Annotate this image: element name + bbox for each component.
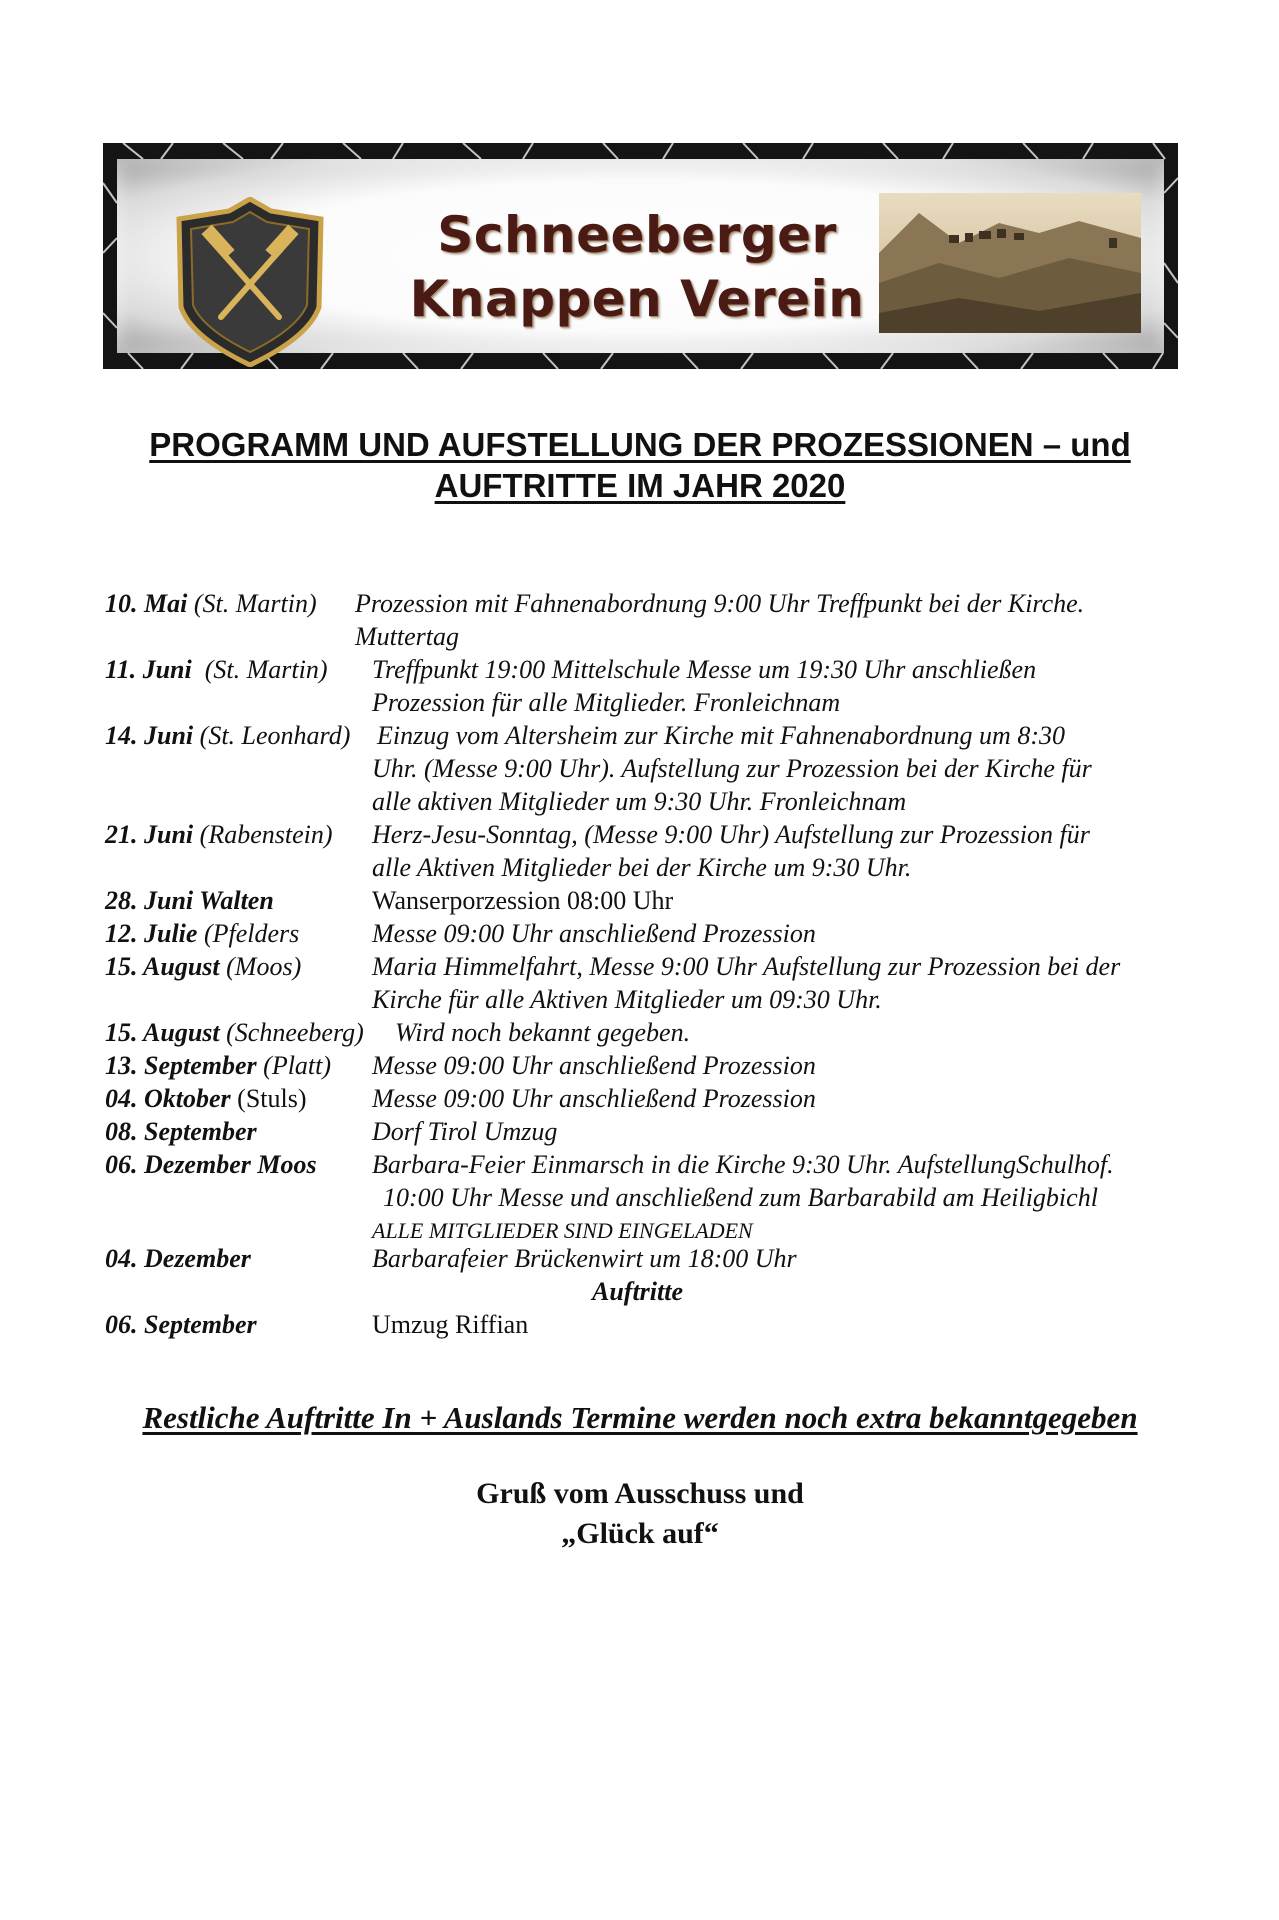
entry-description: Prozession für alle Mitglieder. Fronleichnam xyxy=(372,688,841,717)
schedule-entry-date xyxy=(105,720,350,752)
entry-place: (Schneeberg) xyxy=(219,1018,364,1047)
schedule-entry-date xyxy=(105,1083,307,1115)
entry-place: (Pfelders xyxy=(197,919,300,948)
entry-description: ALLE MITGLIEDER SIND EINGELADEN xyxy=(372,1218,753,1243)
entry-date: 15. August xyxy=(105,1018,220,1047)
entry-place: (St. Martin) xyxy=(204,655,328,684)
entry-description: Messe 09:00 Uhr anschließend Prozession xyxy=(372,919,816,948)
entry-date: 21. Juni xyxy=(105,820,194,849)
entry-description: Wanserporzession 08:00 Uhr xyxy=(372,886,674,915)
entry-description: Herz-Jesu-Sonntag, (Messe 9:00 Uhr) Aufstellung zur Prozession für xyxy=(372,820,1090,849)
entry-description: Messe 09:00 Uhr anschließend Prozession xyxy=(372,1084,816,1113)
entry-date: 10. Mai xyxy=(105,589,188,618)
entry-place: (St. Martin) xyxy=(187,589,317,618)
entry-date: 06. Dezember Moos xyxy=(105,1150,317,1179)
page-title-line1: PROGRAMM UND AUFSTELLUNG DER PROZESSIONEN – und xyxy=(149,426,1131,463)
closing-greeting xyxy=(100,1474,1180,1554)
schedule-entry-date xyxy=(105,588,317,620)
schedule-entry-date xyxy=(105,918,299,950)
schedule-entry-date xyxy=(105,654,327,686)
entry-description: 10:00 Uhr Messe und anschließend zum Barbarabild am Heiligbichl xyxy=(383,1183,1098,1212)
entry-description: Treffpunkt 19:00 Mittelschule Messe um 19:30 Uhr anschließen xyxy=(372,655,1037,684)
entry-description: Messe 09:00 Uhr anschließend Prozession xyxy=(372,1051,816,1080)
entry-date: 04. Oktober xyxy=(105,1084,231,1113)
entry-date: 04. Dezember xyxy=(105,1244,251,1273)
entry-place: (Rabenstein) xyxy=(193,820,333,849)
entry-place: (Moos) xyxy=(219,952,302,981)
entry-description: Kirche für alle Aktiven Mitglieder um 09:30 Uhr. xyxy=(372,985,882,1014)
page-title-line2: AUFTRITTE IM JAHR 2020 xyxy=(434,467,846,504)
entry-date: 15. August xyxy=(105,952,220,981)
entry-place: (Stuls) xyxy=(230,1084,307,1113)
greeting-line2: „Glück auf“ xyxy=(561,1517,719,1550)
entry-description: Uhr. (Messe 9:00 Uhr). Aufstellung zur Prozession bei der Kirche für xyxy=(372,754,1092,783)
schedule-entry-date xyxy=(105,1017,364,1049)
entry-date: 06. September xyxy=(105,1310,257,1339)
club-name-line2: Knappen Verein xyxy=(409,270,865,328)
entry-description: Barbara-Feier Einmarsch in die Kirche 9:30 Uhr. AufstellungSchulhof. xyxy=(372,1150,1114,1179)
schedule-entry-date xyxy=(105,1050,331,1082)
schedule-entry-date xyxy=(105,819,333,851)
entry-place: (Platt) xyxy=(256,1051,332,1080)
entry-description: Barbarafeier Brückenwirt um 18:00 Uhr xyxy=(372,1244,797,1273)
entry-date: 13. September xyxy=(105,1051,257,1080)
entry-description: Prozession mit Fahnenabordnung 9:00 Uhr Treffpunkt bei der Kirche. xyxy=(355,589,1085,618)
footer-note: Restliche Auftritte In + Auslands Termine werden noch extra bekanntgegeben xyxy=(142,1400,1138,1435)
club-name-line1: Schneeberger xyxy=(437,206,837,264)
entry-description: Dorf Tirol Umzug xyxy=(372,1117,558,1146)
entry-date: 14. Juni xyxy=(105,721,194,750)
entry-description: Muttertag xyxy=(355,622,459,651)
entry-place: (St. Leonhard) xyxy=(193,721,351,750)
appearances-heading: Auftritte xyxy=(592,1277,684,1306)
entry-date: 08. September xyxy=(105,1117,257,1146)
entry-date: 12. Julie xyxy=(105,919,198,948)
schedule-entry-date xyxy=(105,951,301,983)
entry-description: Wird noch bekannt gegeben. xyxy=(395,1018,691,1047)
entry-date: 11. Juni xyxy=(105,655,192,684)
entry-description: alle aktiven Mitglieder um 9:30 Uhr. Fronleichnam xyxy=(372,787,907,816)
entry-description: alle Aktiven Mitglieder bei der Kirche um 9:30 Uhr. xyxy=(372,853,912,882)
entry-description: Maria Himmelfahrt, Messe 9:00 Uhr Aufstellung zur Prozession bei der xyxy=(372,952,1121,981)
entry-description: Einzug vom Altersheim zur Kirche mit Fahnenabordnung um 8:30 xyxy=(377,721,1065,750)
greeting-line1: Gruß vom Ausschuss und xyxy=(476,1477,804,1510)
entry-date: 28. Juni Walten xyxy=(105,886,274,915)
entry-description: Umzug Riffian xyxy=(372,1310,529,1339)
